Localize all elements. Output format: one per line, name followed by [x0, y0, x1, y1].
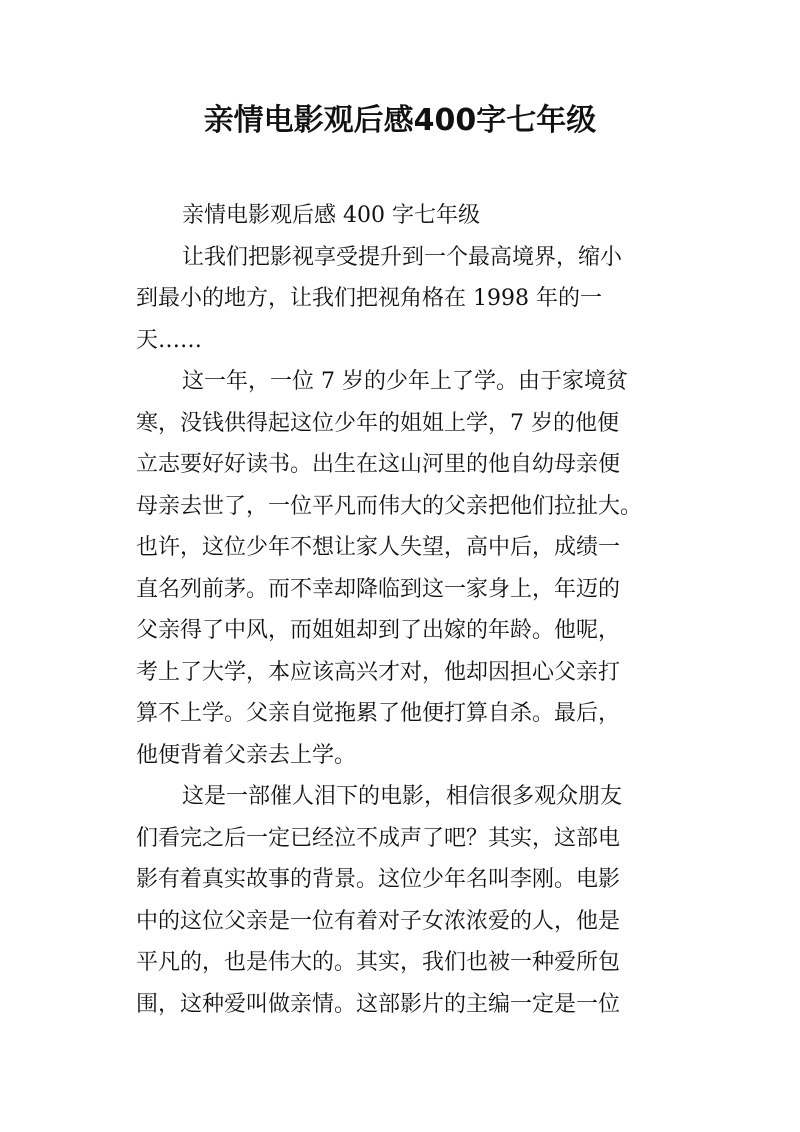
paragraph-line: 这是一部催人泪下的电影，相信很多观众朋友 — [182, 784, 623, 809]
paragraph-line: 平凡的，也是伟大的。其实，我们也被一种爱所包 — [136, 950, 621, 975]
paragraph-line: 直名列前茅。而不幸却降临到这一家身上，年迈的 — [136, 576, 621, 602]
paragraph-line: 中的这位父亲是一位有着对子女浓浓爱的人，他是 — [136, 908, 621, 934]
paragraph-line: 考上了大学，本应该高兴才对，他却因担心父亲打 — [136, 659, 621, 685]
paragraph-line: 这一年，一位 7 岁的少年上了学。由于家境贫 — [182, 369, 628, 394]
paragraph-line: 亲情电影观后感 400 字七年级 — [182, 203, 480, 228]
paragraph-line: 围，这种爱叫做亲情。这部影片的主编一定是一位 — [136, 991, 621, 1017]
paragraph-line: 立志要好好读书。出生在这山河里的他自幼母亲便 — [136, 452, 621, 477]
paragraph-line: 寒，没钱供得起这位少年的姐姐上学，7 岁的他便 — [136, 410, 619, 436]
document-title: 亲情电影观后感400字七年级 — [203, 103, 597, 138]
paragraph-line: 父亲得了中风，而姐姐却到了出嫁的年龄。他呢， — [136, 618, 621, 643]
paragraph-line: 让我们把影视享受提升到一个最高境界，缩小 — [182, 244, 623, 270]
paragraph-line: 天…… — [136, 327, 203, 353]
paragraph-line: 到最小的地方，让我们把视角格在 1998 年的一 — [136, 286, 602, 311]
paragraph-line: 们看完之后一定已经泣不成声了吧？其实，这部电 — [136, 825, 621, 851]
paragraph-line: 算不上学。父亲自觉拖累了他便打算自杀。最后， — [136, 701, 621, 726]
paragraph-line: 影有着真实故事的背景。这位少年名叫李刚。电影 — [136, 867, 621, 892]
paragraph-line: 母亲去世了，一位平凡而伟大的父亲把他们拉扯大。 — [136, 493, 643, 519]
paragraph-line: 他便背着父亲去上学。 — [136, 742, 357, 768]
paragraph-line: 也许，这位少年不想让家人失望，高中后，成绩一 — [136, 535, 621, 560]
document-body — [136, 195, 676, 1025]
